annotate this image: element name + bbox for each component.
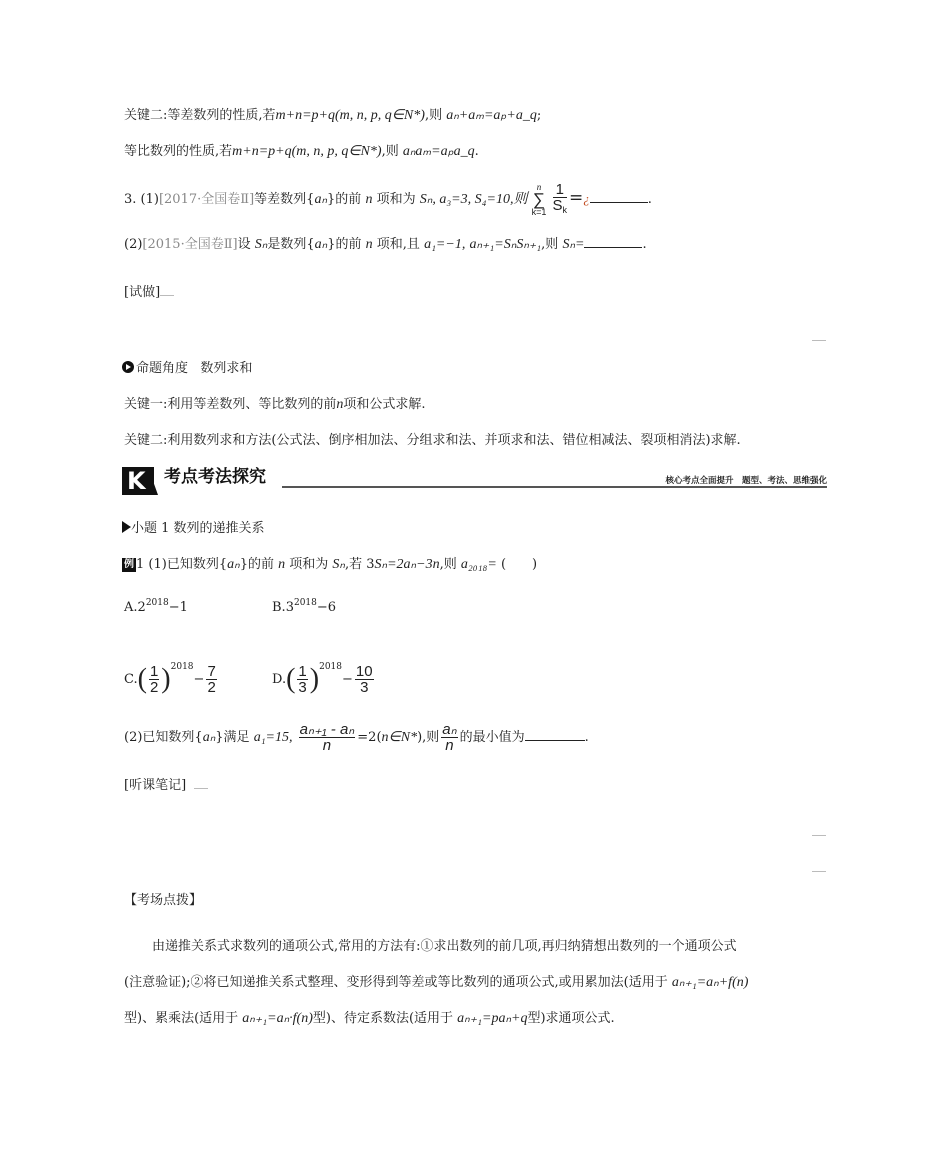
q3-qmark: ¿ xyxy=(583,191,590,206)
ex1-n: n xyxy=(278,557,286,572)
geo-line xyxy=(124,143,479,161)
notes-right-dash-1 xyxy=(812,835,826,836)
angle-label: 命题角度 xyxy=(136,361,189,376)
ex1-text2: }的前 xyxy=(239,557,274,572)
option-d-minus: − xyxy=(342,672,353,687)
tip-line-2 xyxy=(124,974,748,992)
ex2-answer-blank[interactable] xyxy=(525,728,585,741)
q3b-text2: 是数列{ xyxy=(267,237,315,252)
ex2-f2-den: n xyxy=(445,737,454,754)
q3b-answer-blank[interactable] xyxy=(584,235,642,248)
try-right-dash xyxy=(812,340,826,341)
q3-frac-den xyxy=(553,198,568,218)
q3-sum-lower: k=1 xyxy=(531,206,547,217)
angle-key1 xyxy=(124,396,426,414)
ex1-text3: 项和为 xyxy=(289,557,329,572)
option-c-minus: − xyxy=(193,672,205,687)
ex2-f2-num: aₙ xyxy=(442,721,457,738)
tip-p2-formula: aₙ₊₁=aₙ+f(n) xyxy=(671,975,749,990)
option-d-exp: 2018 xyxy=(319,662,342,672)
option-d-rparen: ) xyxy=(309,663,320,695)
q3-text2: }的前 xyxy=(327,192,362,207)
notes-right-dash-2 xyxy=(812,871,826,872)
q3-frac-den-k: k xyxy=(562,204,568,215)
q3b-an: aₙ xyxy=(314,237,328,252)
option-d-label: D. xyxy=(272,672,287,687)
angle-heading xyxy=(122,360,252,378)
tip-p3-text2: 型)、待定系数法(适用于 xyxy=(312,1011,454,1026)
option-c[interactable] xyxy=(124,645,219,702)
try-label: [试做] xyxy=(124,285,161,300)
notes-section xyxy=(124,776,208,795)
section-banner xyxy=(122,466,827,494)
q3-eq: = xyxy=(569,188,584,208)
q3b-label: (2) xyxy=(124,237,143,252)
option-c-fden: 2 xyxy=(207,679,216,696)
tip-p2-text: (注意验证);②将已知递推关系式整理、变形得到等差或等比数列的通项公式,或用累加法(适用于 xyxy=(124,975,668,990)
option-d-lparen: ( xyxy=(286,663,296,695)
q3b-text3: }的前 xyxy=(327,237,362,252)
q3-answer-blank[interactable] xyxy=(590,190,648,203)
q3-an: aₙ xyxy=(314,192,328,207)
tip-p3-formula1: aₙ₊₁=aₙ·f(n) xyxy=(242,1011,313,1026)
option-a-exp: 2018 xyxy=(145,598,169,608)
q3-frac-num: 1 xyxy=(553,182,568,198)
q3-fraction xyxy=(553,182,568,218)
key2-line xyxy=(124,107,541,125)
option-d-fnum: 10 xyxy=(355,663,373,680)
ex2-close: ),则 xyxy=(417,730,440,745)
angle-title: 数列求和 xyxy=(200,361,253,376)
key2-arith-rel: aₙ+aₘ=aₚ+a_q xyxy=(446,108,537,123)
tip-title: 【考场点拨】 xyxy=(124,893,203,908)
option-c-frac2 xyxy=(206,664,216,695)
tip-p1: 由递推关系式求数列的通项公式,常用的方法有:①求出数列的前几项,再归纳猜想出数列的一个通项公式 xyxy=(152,939,737,954)
q3-given: , a₃=3, S₄=10,则 xyxy=(432,192,528,207)
q3b-text5: ,则 xyxy=(541,237,559,252)
option-c-den: 2 xyxy=(149,679,159,696)
q3b-dot: . xyxy=(642,237,647,252)
ex1-target: a₂₀₁₈= xyxy=(460,557,497,572)
option-b-exp: 2018 xyxy=(293,598,317,608)
q3-source: [2017·全国卷Ⅱ] xyxy=(158,192,255,207)
q3b-n: n xyxy=(365,237,373,252)
ex2-end: 的最小值为 xyxy=(459,730,525,745)
notes-answer-area[interactable] xyxy=(194,776,208,789)
ex2-an: aₙ xyxy=(202,730,216,745)
key2-end: ; xyxy=(536,108,542,123)
q3-text3: 项和为 xyxy=(376,192,416,207)
option-c-lparen: ( xyxy=(137,663,147,695)
option-b-base: 3 xyxy=(285,600,294,615)
option-d-fden: 3 xyxy=(360,679,369,696)
angle-key2 xyxy=(124,432,741,450)
subtopic-1-title: 小题 1 数列的递推关系 xyxy=(131,521,265,536)
angle-key2-text: 关键二:利用数列求和方法(公式法、倒序相加法、分组求和法、并项求和法、错位相减法、裂项相消法)求解. xyxy=(124,433,741,448)
q3-Sn: Sₙ xyxy=(419,192,433,207)
ex2-dot: . xyxy=(584,730,589,745)
banner-title: 考点考法探究 xyxy=(164,467,266,487)
try-section xyxy=(124,283,174,302)
ex1-an: aₙ xyxy=(227,557,240,572)
subtopic-1-heading xyxy=(122,520,265,538)
option-c-frac xyxy=(149,664,159,695)
q3b-source: [2015·全国卷Ⅱ] xyxy=(142,237,238,252)
tip-line-3 xyxy=(124,1010,615,1028)
q3-frac-den-S: S xyxy=(552,196,563,214)
notes-label: [听课笔记] xyxy=(124,778,187,793)
q3b-a1: a₁=−1, xyxy=(424,237,466,252)
geo-prefix: 等比数列的性质,若 xyxy=(124,144,233,159)
ex2-frac-num: aₙ₊₁ - aₙ xyxy=(299,721,355,738)
option-c-exp: 2018 xyxy=(170,662,194,672)
ex2-fraction xyxy=(299,722,356,753)
geo-then: ,则 xyxy=(381,144,399,159)
q3b-Sn: Sₙ xyxy=(254,237,268,252)
ex1-text4: ,若 3 xyxy=(344,557,375,572)
q3b-text4: 项和,且 xyxy=(376,237,420,252)
geo-set: (m, n, p, q∈N*) xyxy=(291,144,382,159)
option-a-base: 2 xyxy=(137,600,146,615)
option-b[interactable] xyxy=(272,594,336,617)
ex1-text: (1)已知数列{ xyxy=(148,557,228,572)
key2-then: ,则 xyxy=(424,108,443,123)
option-a-tail: −1 xyxy=(168,600,188,615)
q3b-rel: aₙ₊₁=SₙSₙ₊₁ xyxy=(469,237,542,252)
k-logo-letter: K xyxy=(127,467,146,495)
tip-p3-text1: 型)、累乘法(适用于 xyxy=(124,1011,239,1026)
ex1-text5: ,则 xyxy=(439,557,457,572)
banner-subtitle: 核心考点全面提升 题型、考法、思维强化 xyxy=(665,476,827,486)
banner-rule xyxy=(282,486,827,488)
q3-dot: . xyxy=(647,192,652,207)
option-b-tail: −6 xyxy=(316,600,337,615)
option-c-fnum: 7 xyxy=(207,663,216,680)
option-c-label: C. xyxy=(124,672,138,687)
angle-key1-end: 项和公式求解. xyxy=(343,397,426,412)
q3b-answer-lhs: Sₙ= xyxy=(562,237,585,252)
ex1-relation: Sₙ=2aₙ−3n xyxy=(374,557,440,572)
angle-key1-text: 关键一:利用等差数列、等比数列的前 xyxy=(124,397,337,412)
q3-n: n xyxy=(365,192,373,207)
ex2-label: (2)已知数列{ xyxy=(124,730,203,745)
q3-text1: 等差数列{ xyxy=(254,192,315,207)
example-1-2 xyxy=(124,718,589,758)
example-number: 1 xyxy=(136,557,145,572)
q3-sum-sigma: ∑ xyxy=(532,189,546,209)
key2-set: (m, n, p, q∈N*) xyxy=(334,108,425,123)
option-d[interactable] xyxy=(272,645,376,702)
key2-condition: m+n=p+q xyxy=(275,108,335,123)
q3-summation xyxy=(532,183,547,217)
option-c-rparen: ) xyxy=(161,663,171,695)
q3-label: 3. (1) xyxy=(124,192,159,207)
ex2-eq: =2( xyxy=(357,730,382,745)
question-3-2 xyxy=(124,235,647,254)
option-c-num: 1 xyxy=(149,663,159,680)
q3b-text1: 设 xyxy=(237,237,251,252)
play-circle-icon xyxy=(122,361,134,373)
example-1-1 xyxy=(122,556,537,574)
geo-rel: aₙaₘ=aₚa_q xyxy=(402,144,475,159)
ex2-frac-den: n xyxy=(322,737,332,754)
geo-condition: m+n=p+q xyxy=(232,144,292,159)
k-logo-notch xyxy=(148,467,158,495)
ex2-text: }满足 xyxy=(215,730,250,745)
tip-line-1 xyxy=(152,938,737,956)
geo-end: . xyxy=(474,144,479,159)
ex2-set: n∈N* xyxy=(381,730,418,745)
option-a-label: A. xyxy=(124,600,138,615)
triangle-marker-icon xyxy=(122,521,131,533)
ex2-a1: a₁=15, xyxy=(253,730,293,745)
ex2-fraction2 xyxy=(441,722,457,753)
q3-sum-upper: n xyxy=(536,181,542,192)
try-answer-area[interactable] xyxy=(160,283,174,296)
ex1-Sn: Sₙ xyxy=(332,557,345,572)
key2-prefix: 关键二:等差数列的性质,若 xyxy=(124,108,276,123)
option-d-frac2 xyxy=(355,664,374,695)
ex1-answer-paren[interactable]: ( ) xyxy=(500,557,538,572)
option-d-num: 1 xyxy=(298,663,307,680)
option-d-den: 3 xyxy=(298,679,307,696)
option-b-label: B. xyxy=(272,600,286,615)
angle-key1-n: n xyxy=(336,397,344,412)
option-a[interactable] xyxy=(124,594,188,617)
tip-p3-formula2: aₙ₊₁=paₙ+q xyxy=(457,1011,528,1026)
example-badge: 例 xyxy=(124,559,134,570)
option-d-frac xyxy=(297,664,307,695)
tip-p3-text3: 型)求通项公式. xyxy=(527,1011,615,1026)
question-3-1 xyxy=(124,178,652,220)
